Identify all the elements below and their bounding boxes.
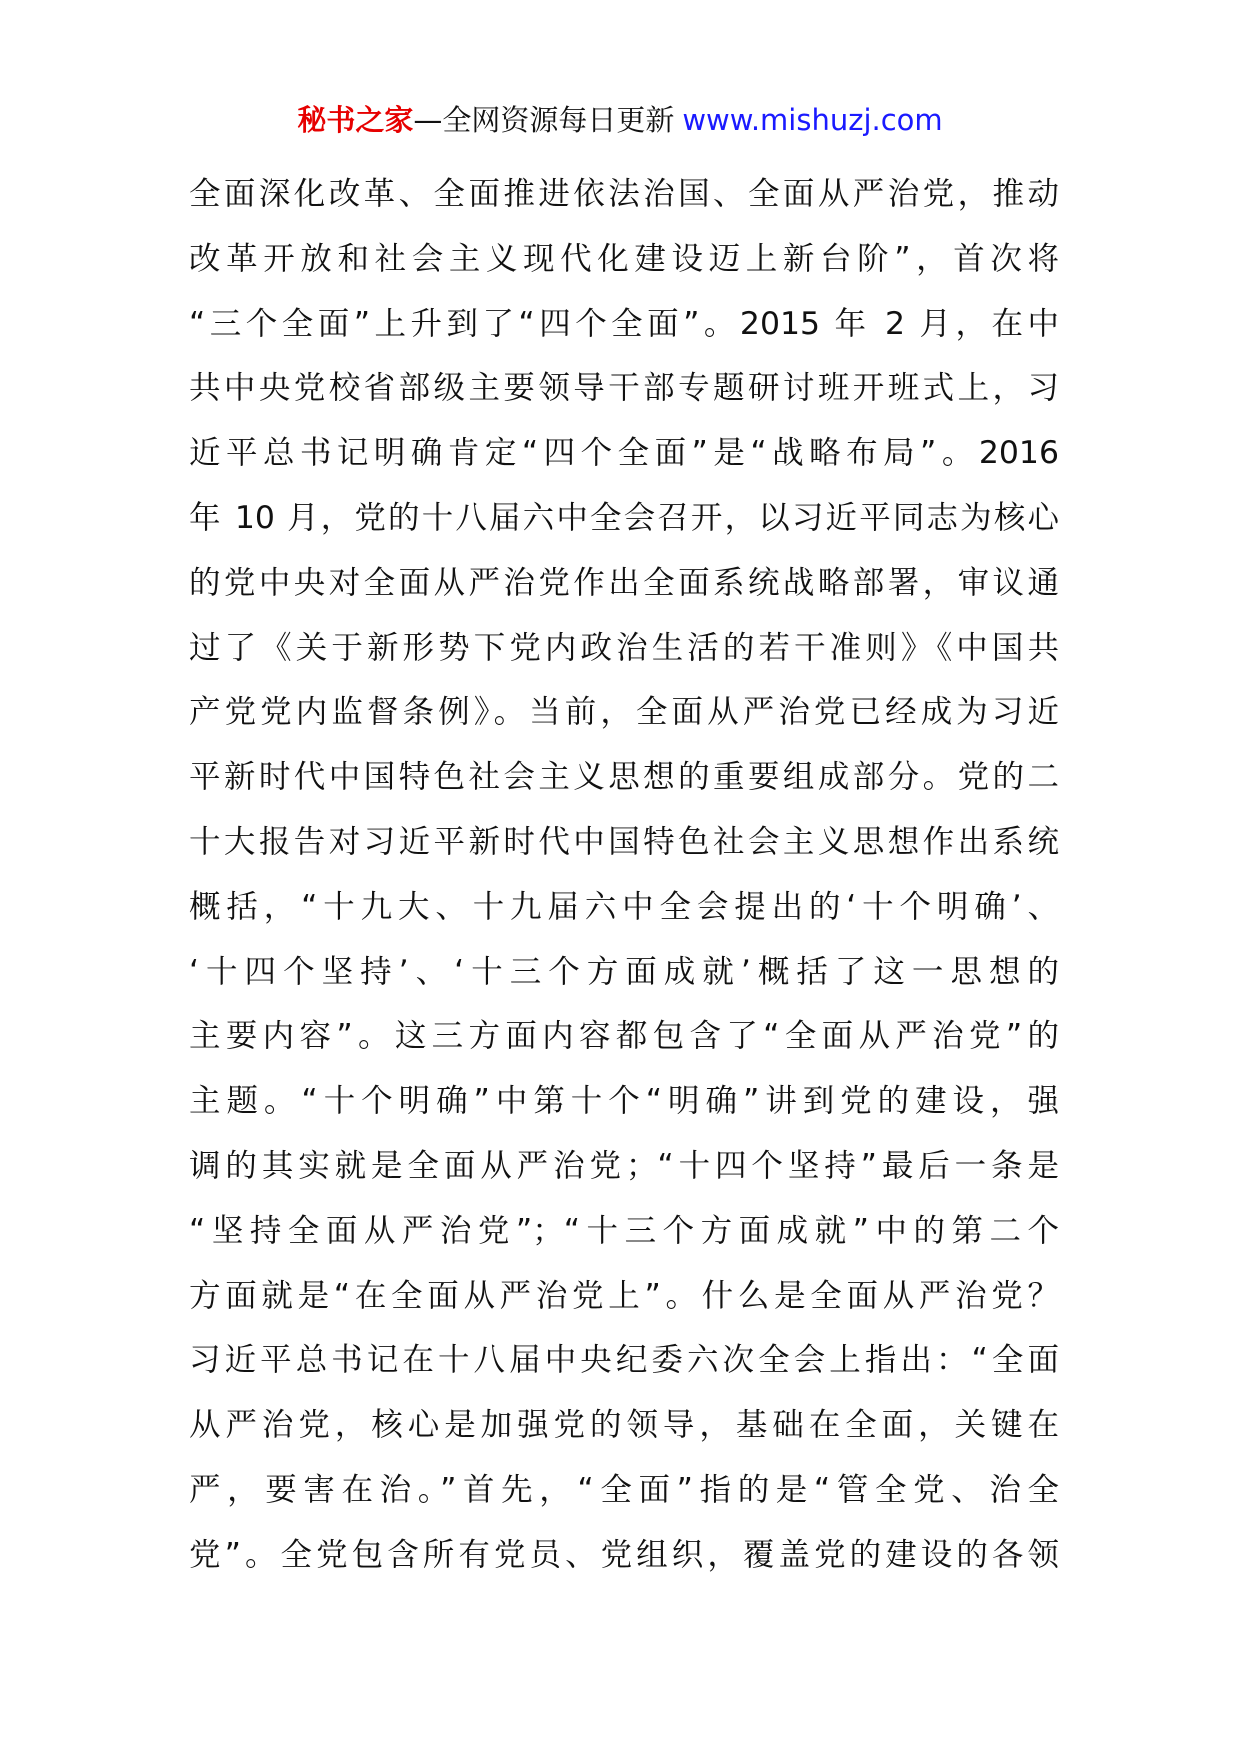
text-line: ‘十四个坚持’、‘十三个方面成就’概括了这一思想的: [189, 953, 1059, 990]
text-line: “三个全面”上升到了“四个全面”。2015 年 2 月，在中: [189, 305, 1059, 342]
text-line: 年 10 月，党的十八届六中全会召开，以习近平同志为核心: [189, 499, 1059, 536]
text-line: “坚持全面从严治党”；“十三个方面成就”中的第二个: [189, 1212, 1059, 1249]
text-line: 从严治党，核心是加强党的领导，基础在全面，关键在: [189, 1407, 1059, 1444]
text-line: 平新时代中国特色社会主义思想的重要组成部分。党的二: [189, 759, 1059, 796]
text-line: 全面深化改革、全面推进依法治国、全面从严治党，推动: [189, 176, 1059, 212]
text-line: 的党中央对全面从严治党作出全面系统战略部署，审议通: [189, 564, 1059, 601]
text-line: 严，要害在治。”首先，“全面”指的是“管全党、治全: [189, 1471, 1059, 1508]
text-line: 主要内容”。这三方面内容都包含了“全面从严治党”的: [189, 1018, 1059, 1055]
site-url-link[interactable]: www.mishuzj.com: [682, 103, 943, 137]
text-line: 方面就是“在全面从严治党上”。什么是全面从严治党？: [189, 1277, 1059, 1314]
header-tagline: —全网资源每日更新: [413, 103, 675, 137]
text-line: 产党党内监督条例》。当前，全面从严治党已经成为习近: [189, 694, 1059, 731]
text-line: 过了《关于新形势下党内政治生活的若干准则》《中国共: [189, 629, 1059, 666]
text-line: 主题。“十个明确”中第十个“明确”讲到党的建设，强: [189, 1083, 1059, 1120]
brand-name: 秘书之家: [297, 103, 414, 137]
text-line: 调的其实就是全面从严治党；“十四个坚持”最后一条是: [189, 1147, 1059, 1184]
text-line: 十大报告对习近平新时代中国特色社会主义思想作出系统: [189, 823, 1059, 860]
text-line: 共中央党校省部级主要领导干部专题研讨班开班式上，习: [189, 370, 1059, 407]
text-line: 概括，“十九大、十九届六中全会提出的‘十个明确’、: [189, 888, 1059, 925]
text-line: 近平总书记明确肯定“四个全面”是“战略布局”。2016: [189, 435, 1059, 472]
text-line: 党”。全党包含所有党员、党组织，覆盖党的建设的各领: [189, 1536, 1059, 1573]
document-body: [189, 162, 1059, 1588]
text-line: 习近平总书记在十八届中央纪委六次全会上指出：“全面: [189, 1342, 1059, 1379]
text-line: 改革开放和社会主义现代化建设迈上新台阶”，首次将: [189, 240, 1059, 277]
site-header: [0, 100, 1240, 140]
